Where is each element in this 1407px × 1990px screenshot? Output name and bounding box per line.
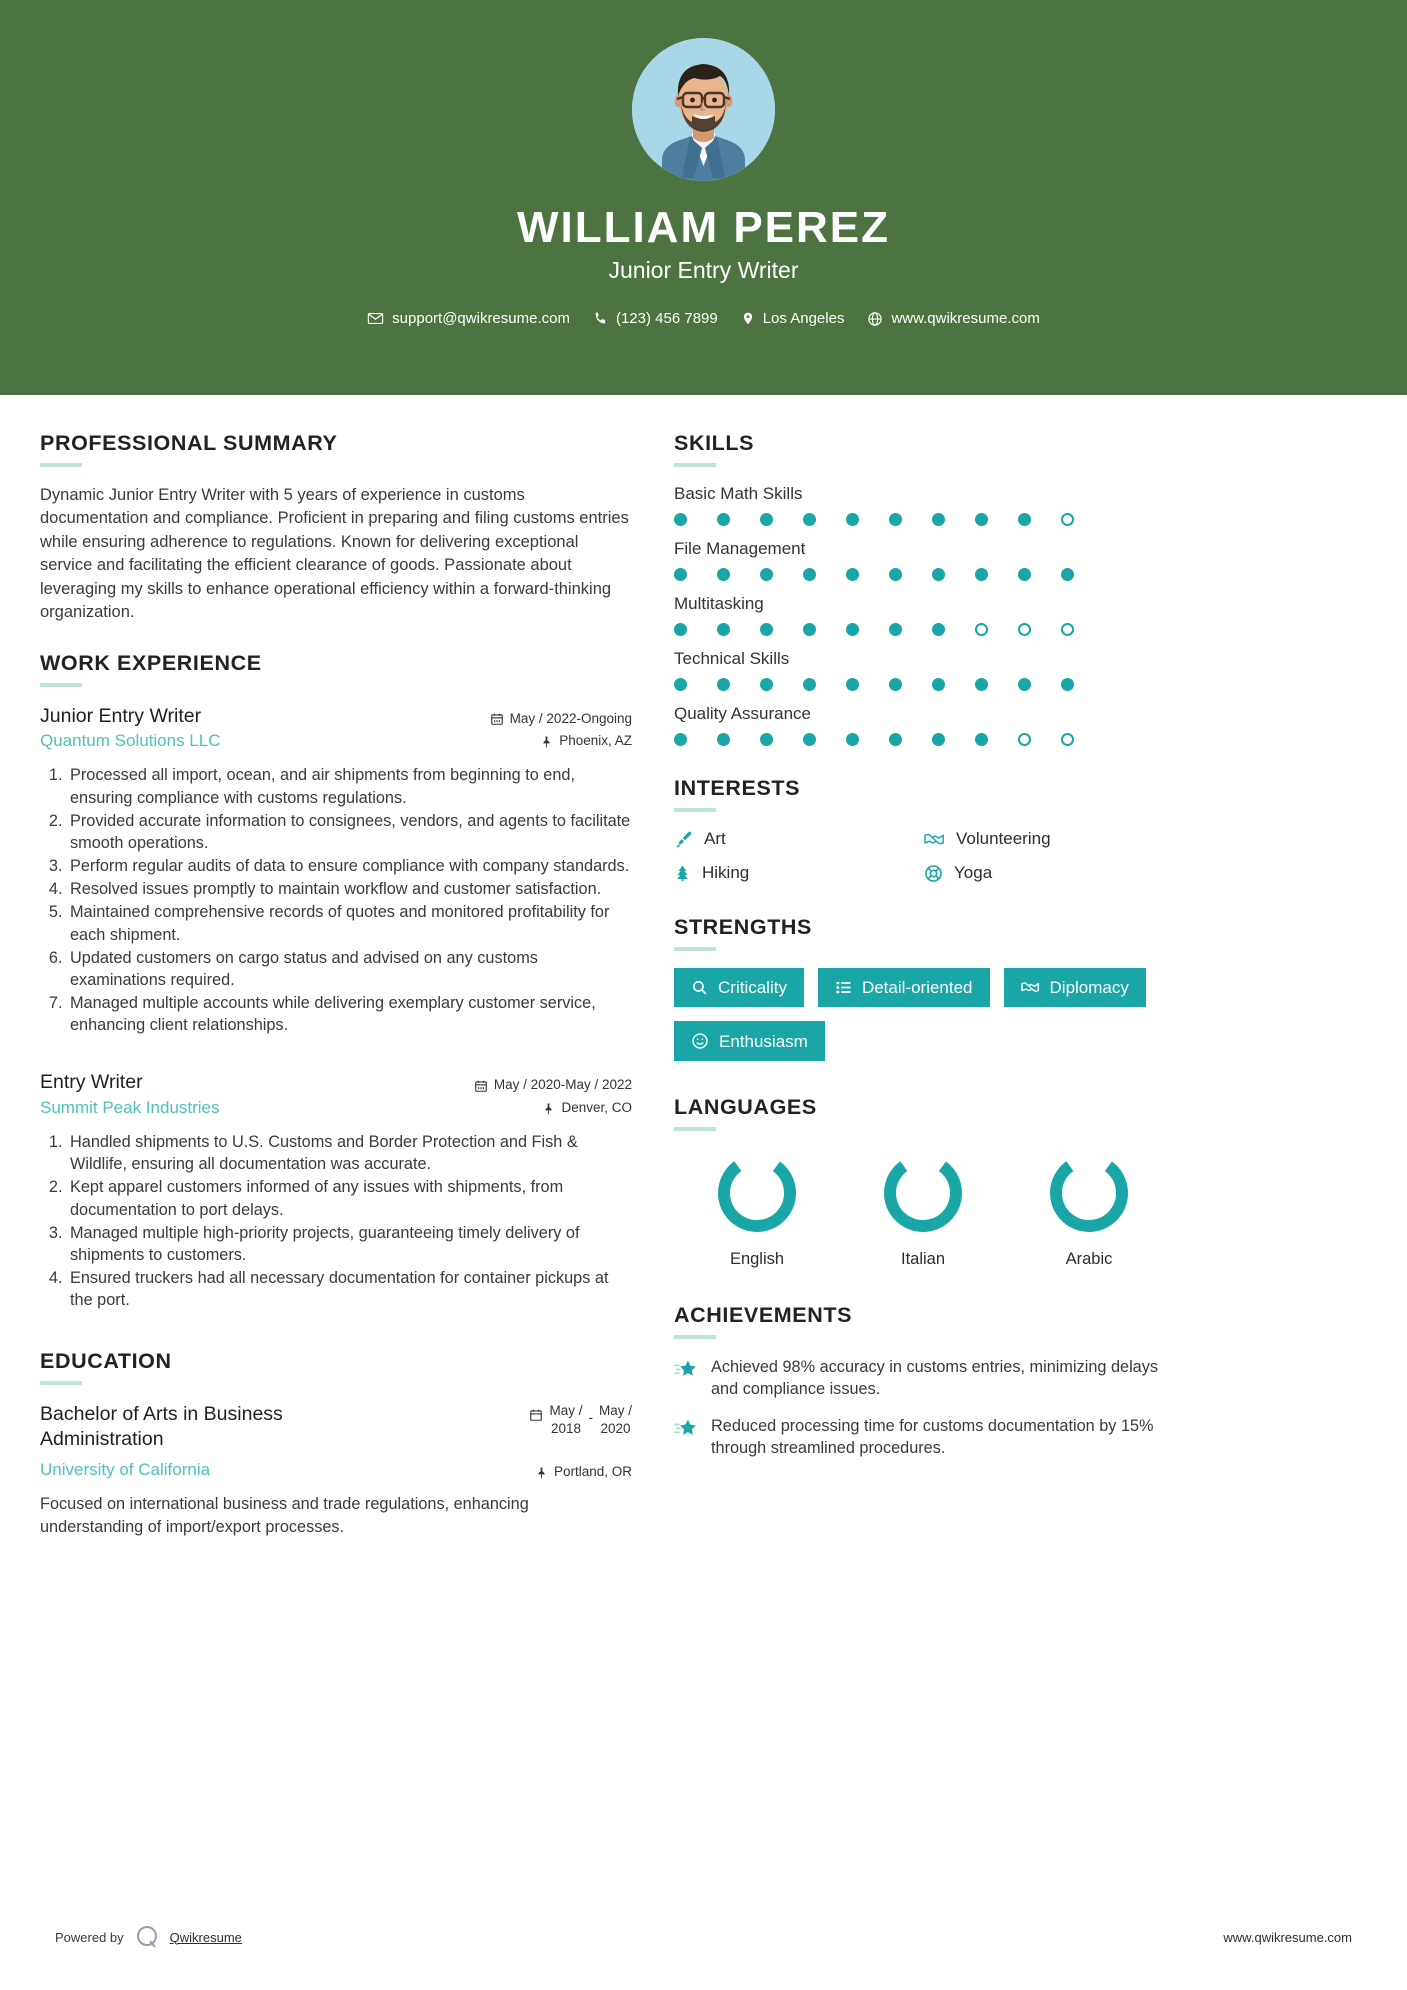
work-location-text: Denver, CO xyxy=(561,1100,632,1116)
education-start-month: May / xyxy=(549,1403,583,1419)
strength-chip-diplomacy[interactable] xyxy=(1004,968,1146,1007)
interest-label: Hiking xyxy=(702,863,750,882)
work-entry xyxy=(40,1070,632,1311)
skill-dot xyxy=(803,513,816,526)
skill-dot xyxy=(674,568,687,581)
skill-name: Quality Assurance xyxy=(674,704,812,723)
skill-dot xyxy=(717,733,730,746)
work-location-text: Phoenix, AZ xyxy=(559,733,632,749)
contact-email[interactable] xyxy=(367,310,570,327)
footer-powered-by xyxy=(55,1924,242,1950)
globe-icon xyxy=(867,311,883,327)
education-degree: Bachelor of Arts in Business Administration xyxy=(40,1403,283,1450)
section-skills xyxy=(674,431,1174,746)
section-rule xyxy=(674,463,716,467)
achievement-text: Achieved 98% accuracy in customs entries, minimizing delays and compliance issues. xyxy=(711,1358,1159,1399)
language-item xyxy=(1006,1148,1172,1269)
strength-label: Diplomacy xyxy=(1049,978,1129,997)
work-bullet: 4. Ensured truckers had all necessary documentation for container pickups at the port. xyxy=(67,1267,632,1311)
summary-text: Dynamic Junior Entry Writer with 5 years of experience in customs documentation and compliance. Proficient in preparing and filing customs entries while ensuring adherence to regulations. Known for delivering exceptional service and facilitating the efficient clearance of goods. Passionate about leveraging my skills to enhance operational efficiency within a forward-thinking organization. xyxy=(40,486,629,622)
education-end-year: 2020 xyxy=(600,1420,631,1436)
skill-dot xyxy=(975,623,988,636)
work-entry xyxy=(40,704,632,1037)
list-icon xyxy=(835,979,852,996)
interest-item xyxy=(674,863,924,883)
work-dates xyxy=(490,708,632,731)
skill-dot xyxy=(760,733,773,746)
work-dates xyxy=(474,1074,632,1097)
section-heading: LANGUAGES xyxy=(674,1095,817,1119)
skill-dot xyxy=(975,568,988,581)
strength-label: Enthusiasm xyxy=(719,1031,808,1051)
section-heading: EDUCATION xyxy=(40,1349,172,1374)
language-item xyxy=(674,1148,840,1269)
magnifier-icon xyxy=(691,979,708,996)
skill-dot xyxy=(932,623,945,636)
language-donut xyxy=(1044,1148,1134,1238)
left-column xyxy=(40,431,632,1564)
contact-website[interactable] xyxy=(867,310,1039,327)
contact-location-text: Los Angeles xyxy=(762,310,845,328)
section-work-experience xyxy=(40,651,632,1312)
work-bullets xyxy=(40,1131,632,1311)
section-rule xyxy=(40,463,82,467)
skill-dot xyxy=(674,513,687,526)
work-bullet: 2. Provided accurate information to consignees, vendors, and agents to facilitate smooth operations. xyxy=(67,810,632,854)
skill-dot xyxy=(1061,678,1074,691)
strengths-grid xyxy=(674,968,1174,1061)
skill-name: File Management xyxy=(674,539,806,558)
star-badge-icon xyxy=(674,1415,699,1440)
work-bullet: 5. Maintained comprehensive records of quotes and monitored profitability for each shipment. xyxy=(67,901,632,945)
contact-email-text: support@qwikresume.com xyxy=(392,310,570,328)
section-heading: INTERESTS xyxy=(674,776,801,800)
tree-icon xyxy=(674,863,691,883)
language-name: English xyxy=(729,1250,785,1268)
skill-row xyxy=(674,539,1174,581)
skill-name: Basic Math Skills xyxy=(674,484,803,503)
calendar-icon xyxy=(529,1402,543,1425)
strength-chip-criticality[interactable] xyxy=(674,968,804,1007)
skill-dot xyxy=(975,678,988,691)
skill-dot xyxy=(889,623,902,636)
skill-rating-dots xyxy=(674,568,1174,581)
skill-dot xyxy=(1018,733,1031,746)
language-donut xyxy=(712,1148,802,1238)
skill-dot xyxy=(932,568,945,581)
star-badge-icon xyxy=(674,1356,699,1381)
skill-dot xyxy=(932,513,945,526)
skill-dot xyxy=(1018,623,1031,636)
skill-dot xyxy=(846,513,859,526)
skill-dot xyxy=(717,568,730,581)
work-bullet: 1. Handled shipments to U.S. Customs and Border Protection and Fish & Wildlife, ensuring all documentation was accurate. xyxy=(67,1131,632,1175)
languages-grid xyxy=(674,1148,1174,1269)
interest-item xyxy=(924,829,1174,849)
date-separator: - xyxy=(588,1410,593,1426)
skill-row xyxy=(674,704,1174,746)
education-end-date xyxy=(599,1402,632,1437)
work-bullet: 6. Updated customers on cargo status and advised on any customs examinations required. xyxy=(67,947,632,991)
skill-dot xyxy=(674,733,687,746)
section-strengths xyxy=(674,915,1174,1061)
footer xyxy=(0,1924,1407,1950)
achievement-item xyxy=(674,1415,1174,1459)
contact-location xyxy=(741,310,845,327)
skill-dot xyxy=(846,678,859,691)
section-heading: ACHIEVEMENTS xyxy=(674,1303,853,1327)
skill-dot xyxy=(1018,568,1031,581)
education-entry xyxy=(40,1402,632,1538)
contact-website-text: www.qwikresume.com xyxy=(891,310,1040,328)
skill-row xyxy=(674,484,1174,526)
education-end-month: May / xyxy=(598,1403,632,1419)
work-location xyxy=(474,1097,632,1120)
skill-dot xyxy=(975,733,988,746)
strength-label: Criticality xyxy=(718,978,787,997)
section-achievements xyxy=(674,1303,1174,1460)
section-education xyxy=(40,1349,632,1538)
skill-dot xyxy=(1061,513,1074,526)
skill-dot xyxy=(846,568,859,581)
skill-dot xyxy=(846,733,859,746)
section-heading: WORK EXPERIENCE xyxy=(40,650,262,675)
paintbrush-icon xyxy=(674,830,693,849)
work-bullet: 3. Managed multiple high-priority projects, guaranteeing timely delivery of shipments to customers. xyxy=(67,1222,632,1266)
education-location-text: Portland, OR xyxy=(553,1464,632,1480)
skill-rating-dots xyxy=(674,678,1174,691)
interest-label: Yoga xyxy=(954,863,993,882)
header-job-title: Junior Entry Writer xyxy=(608,257,799,284)
interest-item xyxy=(674,829,924,849)
work-bullet: 1. Processed all import, ocean, and air shipments from beginning to end, ensuring compliance with customs regulations. xyxy=(67,764,632,808)
resume-body xyxy=(0,395,1407,1564)
footer-website[interactable]: www.qwikresume.com xyxy=(1223,1929,1352,1945)
work-bullets xyxy=(40,764,632,1036)
skill-dot xyxy=(1061,568,1074,581)
email-icon xyxy=(367,310,384,327)
section-heading: PROFESSIONAL SUMMARY xyxy=(40,431,338,455)
qwikresume-logo-icon xyxy=(134,1924,160,1950)
education-start-date xyxy=(549,1402,582,1437)
section-rule xyxy=(674,808,716,812)
achievement-text: Reduced processing time for customs documentation by 15% through streamlined procedures. xyxy=(711,1417,1154,1458)
right-column xyxy=(674,431,1174,1564)
strength-label: Detail-oriented xyxy=(861,978,973,997)
location-pin-icon xyxy=(741,310,755,327)
achievement-item xyxy=(674,1356,1174,1400)
skill-dot xyxy=(1018,513,1031,526)
section-rule xyxy=(40,1381,82,1385)
education-description: Focused on international business and trade regulations, enhancing understanding of import/export processes. xyxy=(40,1495,529,1536)
education-school[interactable]: University of California xyxy=(40,1460,211,1480)
page-title: WILLIAM PEREZ xyxy=(516,203,891,252)
skill-dot xyxy=(889,568,902,581)
lifebuoy-icon xyxy=(924,864,943,883)
education-location xyxy=(535,1451,632,1484)
footer-powered-label: Powered by xyxy=(55,1929,124,1945)
section-interests xyxy=(674,776,1174,883)
skill-dot xyxy=(803,678,816,691)
section-heading: SKILLS xyxy=(674,431,755,455)
language-name: Arabic xyxy=(1065,1250,1113,1268)
smiley-icon xyxy=(691,1032,709,1050)
interest-label: Art xyxy=(704,829,726,848)
work-role: Junior Entry Writer xyxy=(40,704,202,727)
skill-dot xyxy=(803,623,816,636)
skill-dot xyxy=(932,678,945,691)
pin-icon xyxy=(540,735,553,749)
education-entry-header xyxy=(40,1402,632,1451)
work-meta xyxy=(474,1070,632,1120)
work-bullet: 4. Resolved issues promptly to maintain workflow and customer satisfaction. xyxy=(67,878,632,900)
work-dates-text: May / 2022-Ongoing xyxy=(509,710,632,726)
contact-phone[interactable] xyxy=(593,310,718,327)
skill-dot xyxy=(846,623,859,636)
skill-dot xyxy=(760,513,773,526)
contact-phone-text: (123) 456 7899 xyxy=(615,310,718,328)
interests-grid xyxy=(674,829,1174,883)
skill-row xyxy=(674,649,1174,691)
work-bullet: 2. Kept apparel customers informed of any issues with shipments, from documentation to port delays. xyxy=(67,1176,632,1220)
pin-icon xyxy=(535,1466,548,1480)
avatar xyxy=(632,38,775,181)
skill-dot xyxy=(674,678,687,691)
calendar-icon xyxy=(490,712,504,726)
work-role: Entry Writer xyxy=(40,1071,143,1094)
section-professional-summary xyxy=(40,431,632,625)
skill-dot xyxy=(1018,678,1031,691)
skill-row xyxy=(674,594,1174,636)
skill-dot xyxy=(932,733,945,746)
section-rule xyxy=(674,947,716,951)
phone-icon xyxy=(593,311,608,326)
work-location xyxy=(490,730,632,753)
interest-label: Volunteering xyxy=(956,829,1051,848)
strength-chip-detail-oriented[interactable] xyxy=(818,968,990,1007)
language-name: Italian xyxy=(900,1250,946,1268)
footer-brand-link[interactable]: Qwikresume xyxy=(169,1929,242,1945)
skill-dot xyxy=(1061,733,1074,746)
handshake-icon xyxy=(924,830,945,849)
skill-dot xyxy=(717,678,730,691)
skill-dot xyxy=(674,623,687,636)
skill-dot xyxy=(717,623,730,636)
language-donut xyxy=(878,1148,968,1238)
skill-dot xyxy=(760,568,773,581)
work-bullet: 3. Perform regular audits of data to ensure compliance with company standards. xyxy=(67,855,632,877)
calendar-icon xyxy=(474,1079,488,1093)
language-item xyxy=(840,1148,1006,1269)
work-entry-header xyxy=(40,704,632,754)
skill-name: Multitasking xyxy=(674,594,764,613)
education-start-year: 2018 xyxy=(550,1420,581,1436)
skill-dot xyxy=(975,513,988,526)
skill-rating-dots xyxy=(674,733,1174,746)
section-heading: STRENGTHS xyxy=(674,915,812,939)
skill-dot xyxy=(803,733,816,746)
skills-list xyxy=(674,484,1174,746)
section-rule xyxy=(674,1127,716,1131)
work-company[interactable]: Quantum Solutions LLC xyxy=(40,730,221,750)
work-company[interactable]: Summit Peak Industries xyxy=(40,1097,220,1117)
skill-rating-dots xyxy=(674,513,1174,526)
skill-dot xyxy=(889,678,902,691)
skill-dot xyxy=(1061,623,1074,636)
skill-dot xyxy=(760,678,773,691)
skill-dot xyxy=(889,513,902,526)
skill-dot xyxy=(760,623,773,636)
section-languages xyxy=(674,1095,1174,1269)
pin-icon xyxy=(542,1102,555,1116)
skill-name: Technical Skills xyxy=(674,649,790,668)
skill-dot xyxy=(803,568,816,581)
work-entry-header xyxy=(40,1070,632,1120)
resume-header xyxy=(0,0,1407,395)
work-dates-text: May / 2020-May / 2022 xyxy=(493,1077,632,1093)
education-dates xyxy=(529,1402,632,1437)
skill-dot xyxy=(889,733,902,746)
skill-rating-dots xyxy=(674,623,1174,636)
section-rule xyxy=(40,683,82,687)
section-rule xyxy=(674,1335,716,1339)
strength-chip-enthusiasm[interactable] xyxy=(674,1021,825,1061)
handshake-icon xyxy=(1021,979,1040,996)
contact-row xyxy=(367,310,1040,327)
work-meta xyxy=(490,704,632,754)
skill-dot xyxy=(717,513,730,526)
interest-item xyxy=(924,863,1174,883)
work-bullet: 7. Managed multiple accounts while delivering exemplary customer service, enhancing client relationships. xyxy=(67,992,632,1036)
